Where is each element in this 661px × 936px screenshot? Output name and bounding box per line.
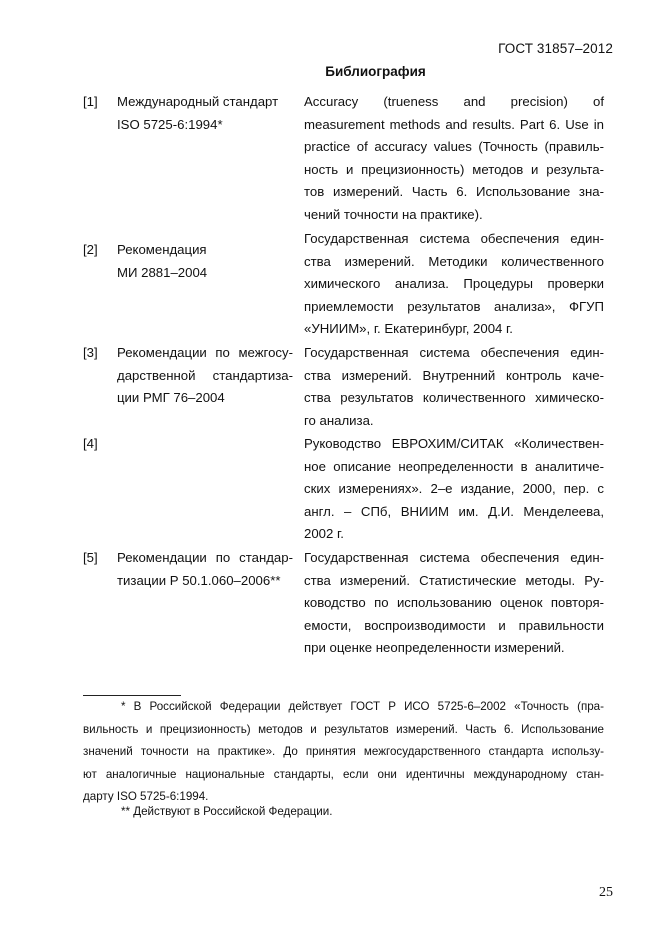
description-line: тов измерений. Часть 6. Использование зна- (304, 184, 604, 200)
page-title: Библиография (325, 64, 426, 79)
description-line: Accuracy (trueness and precision) of (304, 94, 604, 109)
footnote-1 (83, 696, 604, 809)
description-line: го анализа. (304, 412, 374, 428)
footnote-line: * В Российской Федерации действует ГОСТ Р ИСО 5725-6–2002 «Точность (пра- (121, 700, 604, 713)
description-line: приемлемости результатов анализа», ФГУП (304, 298, 604, 314)
footnote-line: дарту ISO 5725-6:1994. (83, 790, 209, 804)
entry-number: [2] (83, 242, 98, 257)
entry-description (304, 342, 604, 432)
reference-line: тизации Р 50.1.060–2006** (117, 572, 281, 588)
description-line: ства результатов количественного химическо- (304, 390, 604, 406)
footnote-2 (83, 801, 604, 824)
entry-description (304, 547, 604, 660)
footnote-line: значений точности на практике». До принятия межгосударственного стандарта использу- (83, 745, 604, 759)
reference-line: ISO 5725-6:1994* (117, 116, 223, 132)
footnote-line: ют аналогичные национальные стандарты, если они идентичны международному стан- (83, 767, 604, 781)
entry-number: [5] (83, 550, 98, 565)
entry-reference (117, 547, 293, 592)
description-line: ских измерениях». 2–е издание, 2000, пер. с (304, 481, 604, 497)
description-line: Государственная система обеспечения един- (304, 550, 604, 565)
reference-line: Рекомендации по стандар- (117, 550, 293, 565)
entry-description (304, 91, 604, 227)
page-number: 25 (599, 885, 613, 900)
description-line: ства измерений. Внутренний контроль каче- (304, 367, 604, 383)
description-line: ность и прецизионность) методов и результа- (304, 161, 604, 177)
entry-description (304, 433, 604, 546)
reference-line: Рекомендации по межгосу- (117, 345, 293, 360)
description-line: measurement methods and results. Part 6. Use in (304, 116, 604, 132)
description-line: англ. – СПб, ВНИИМ им. Д.И. Менделеева, (304, 503, 604, 519)
description-line: «УНИИМ», г. Екатеринбург, 2004 г. (304, 321, 513, 337)
description-line: practice of accuracy values (Точность (правиль- (304, 139, 604, 155)
description-line: емости, воспроизводимости и правильности (304, 617, 604, 633)
footnote-line: ** Действуют в Российской Федерации. (121, 805, 333, 818)
reference-line: дарственной стандартиза- (117, 367, 293, 383)
reference-line: Рекомендация (117, 242, 207, 257)
entry-reference (117, 91, 293, 136)
description-line: чений точности на практике). (304, 206, 483, 222)
reference-line: ции РМГ 76–2004 (117, 390, 225, 406)
standard-code-header: ГОСТ 31857–2012 (498, 41, 613, 56)
description-line: Руководство ЕВРОХИМ/СИТАК «Количествен- (304, 436, 604, 451)
reference-line: Международный стандарт (117, 94, 279, 109)
entry-reference (117, 239, 293, 284)
description-line: ное описание неопределенности в аналитиче- (304, 458, 604, 474)
entry-number: [4] (83, 436, 98, 451)
entry-number: [1] (83, 94, 98, 109)
description-line: 2002 г. (304, 526, 344, 542)
description-line: Государственная система обеспечения един- (304, 345, 604, 360)
reference-line: МИ 2881–2004 (117, 264, 208, 280)
entry-number: [3] (83, 345, 98, 360)
entry-reference (117, 342, 293, 410)
footnote-line: вильность и прецизионность) методов и результатов измерений. Часть 6. Использование (83, 722, 604, 736)
description-line: при оценке неопределенности измерений. (304, 640, 565, 656)
description-line: ства измерений. Статистические методы. Ру- (304, 572, 604, 588)
description-line: ства измерений. Методики количественного (304, 253, 604, 269)
description-line: химического анализа. Процедуры проверки (304, 276, 604, 292)
description-line: Государственная система обеспечения един- (304, 231, 604, 246)
description-line: ководство по использованию оценок повторя- (304, 595, 604, 611)
entry-description (304, 228, 604, 341)
